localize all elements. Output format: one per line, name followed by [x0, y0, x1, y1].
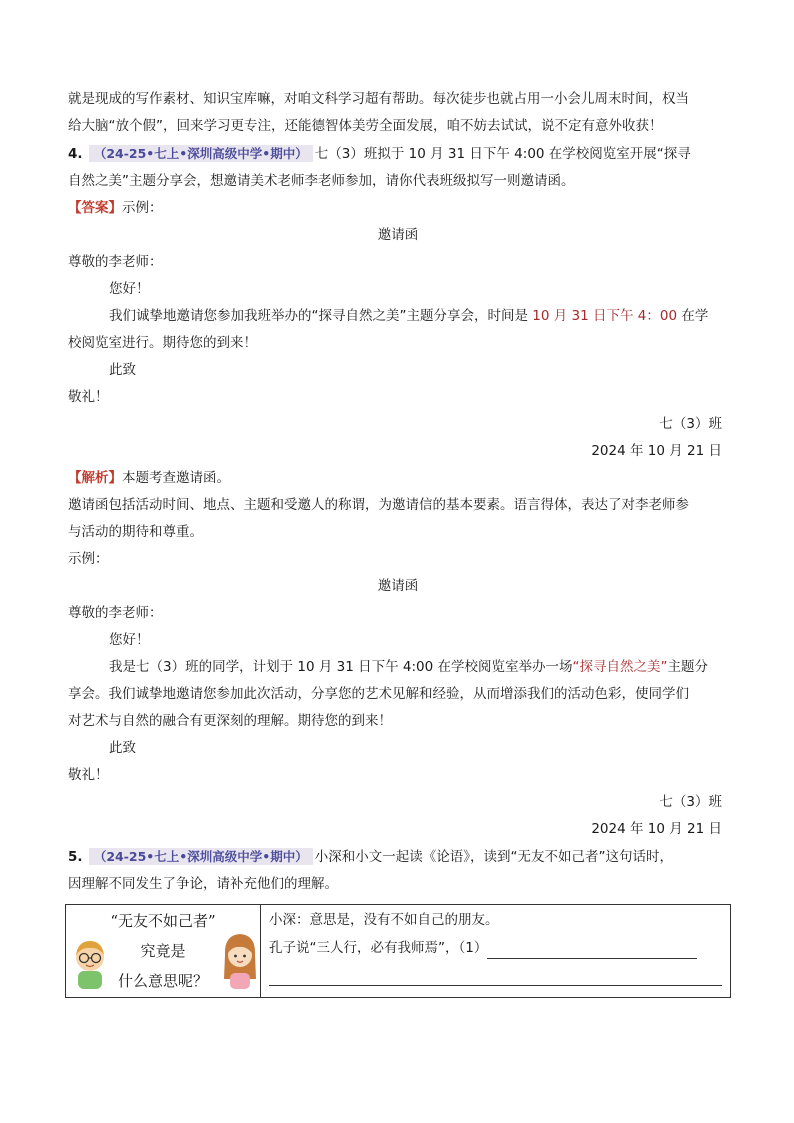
letter-date: 2024 年 10 月 21 日	[591, 443, 722, 459]
q5-source-tag: （24-25•七上•深圳高级中学•期中）	[89, 848, 313, 865]
example-body-line-2: 享会。我们诚挚地邀请您参加此次活动，分享您的艺术见解和经验，从而增添我们的活动色彩，使同学们	[68, 686, 689, 702]
xiaoshen-line: 小深：意思是，没有不如自己的朋友。	[269, 912, 499, 928]
q5-number: 5.	[68, 849, 83, 865]
example-body-1a: 我是七（3）班的同学，计划于 10 月 31 日下午 4:00 在学校阅览室举办一场	[109, 659, 573, 675]
intro-line-2: 给大脑“放个假”，回来学习更专注，还能德智体美劳全面发展，咱不妨去试试，说不定有意外收获！	[68, 118, 663, 134]
letter-greeting: 您好！	[109, 281, 150, 297]
q5-answer-table	[65, 904, 731, 998]
answer-blank-1[interactable]	[487, 942, 697, 959]
example-body-1-red: “探寻自然之美”	[572, 659, 668, 675]
q4-answer-line	[68, 195, 728, 222]
intro-line-1: 就是现成的写作素材、知识宝库嘛，对咱文科学习超有帮助。每次徒步也就占用一小会儿周末时间，权当	[68, 91, 689, 107]
letter-body-1a: 我们诚挚地邀请您参加我班举办的“探寻自然之美”主题分享会，时间是	[109, 308, 533, 324]
confucius-line	[269, 937, 722, 959]
letter-body-line-1	[68, 303, 728, 330]
answer-label: 【答案】	[68, 200, 122, 216]
analysis-line-1: 邀请函包括活动时间、地点、主题和受邀人的称谓，为邀请信的基本要素。语言得体，表达了对李老师参	[68, 497, 689, 513]
letter-body-1b: 在学	[677, 308, 709, 324]
q4-number: 4.	[68, 146, 83, 162]
example-body-line-3: 对艺术与自然的融合有更深刻的理解。期待您的到来！	[68, 713, 392, 729]
answer-blank-2[interactable]	[269, 967, 722, 986]
example-body-1b: 主题分	[667, 659, 709, 675]
example-greeting: 您好！	[109, 632, 150, 648]
q4-text-1: 七（3）班拟于 10 月 31 日下午 4:00 在学校阅览室开展“探寻	[314, 146, 691, 162]
letter-title: 邀请函	[377, 227, 419, 243]
letter-body-1-red: 10 月 31 日下午 4：00	[532, 308, 678, 324]
analysis-line	[68, 465, 728, 492]
boy-avatar-icon	[72, 937, 108, 989]
answer-cell	[261, 905, 731, 998]
girl-avatar-icon	[222, 931, 258, 989]
example-body-line-1	[68, 654, 728, 681]
bubble-line-1: “无友不如己者”	[110, 912, 216, 930]
letter-signer: 七（3）班	[659, 416, 722, 432]
example-salutation: 尊敬的李老师：	[68, 605, 163, 621]
letter-body-line-2: 校阅览室进行。期待您的到来！	[68, 335, 257, 351]
analysis-text: 本题考查邀请函。	[122, 470, 230, 486]
q5-text-1: 小深和小文一起读《论语》，读到“无友不如己者”这句话时，	[314, 849, 674, 865]
example-signer: 七（3）班	[659, 794, 722, 810]
confucius-text: 孔子说“三人行，必有我师焉”，（1）	[269, 940, 488, 956]
worksheet-page	[68, 86, 728, 998]
bubble-line-2: 究竟是	[140, 942, 186, 960]
q4-stem-line-1	[68, 140, 728, 168]
example-closing-1: 此致	[109, 740, 136, 756]
q5-stem-line-2: 因理解不同发生了争论，请补充他们的理解。	[68, 876, 338, 892]
example-title: 邀请函	[377, 578, 419, 594]
letter-closing-1: 此致	[109, 362, 136, 378]
q4-source-tag: （24-25•七上•深圳高级中学•期中）	[89, 145, 313, 162]
analysis-line-2: 与活动的期待和尊重。	[68, 524, 203, 540]
analysis-label: 【解析】	[68, 470, 122, 486]
q4-stem-line-2: 自然之美”主题分享会，想邀请美术老师李老师参加，请你代表班级拟写一则邀请函。	[68, 173, 575, 189]
letter-closing-2: 敬礼！	[68, 389, 109, 405]
example-label: 示例：	[68, 551, 109, 567]
illustration-cell	[66, 905, 261, 998]
q5-stem-line-1	[68, 843, 728, 871]
answer-intro: 示例：	[122, 200, 163, 216]
letter-salutation: 尊敬的李老师：	[68, 254, 163, 270]
example-date: 2024 年 10 月 21 日	[591, 821, 722, 837]
bubble-line-3: 什么意思呢？	[117, 972, 208, 990]
example-closing-2: 敬礼！	[68, 767, 109, 783]
